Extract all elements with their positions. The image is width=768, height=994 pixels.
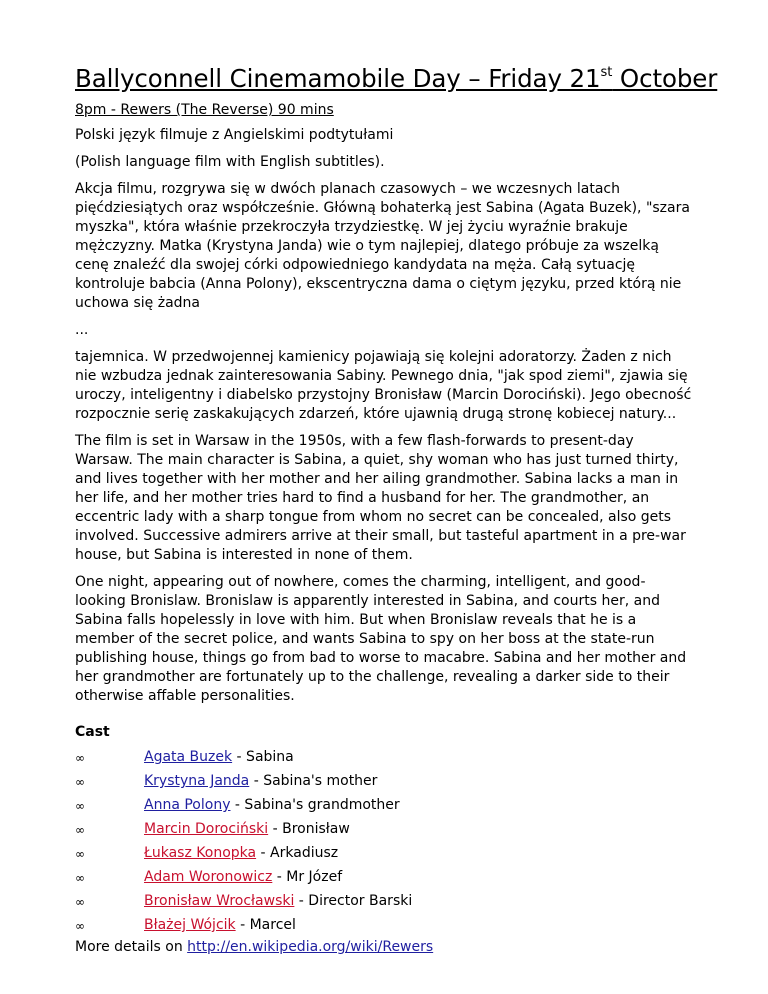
polish-subtitle-note: Polski język filmuje z Angielskimi podtytułami	[75, 127, 394, 143]
title-text: Ballyconnell Cinemamobile Day – Friday 21	[75, 64, 601, 93]
list-item	[75, 892, 695, 916]
role-text: - Director Barski	[294, 893, 413, 909]
actor-link[interactable]: Marcin Dorociński	[144, 821, 269, 837]
english-synopsis-part1: The film is set in Warsaw in the 1950s, with a few flash-forwards to present-day Warsaw. The main character is Sabina, a quiet, shy woman who has just turned thirty, and lives together with her mother and her ailing grandmother. Sabina lacks a man in her life, and her mother tries hard to find a husband for her. The grandmother, an eccentric lady with a sharp tongue from whom no secret can be concealed, also gets involved. Successive admirers arrive at their small, but tasteful apartment in a pre-war house, but Sabina is interested in none of them.	[75, 433, 686, 563]
infinity-bullet-icon: ∞	[75, 919, 85, 933]
wikipedia-link[interactable]: http://en.wikipedia.org/wiki/Rewers	[187, 939, 434, 955]
role-text: - Arkadiusz	[256, 845, 339, 861]
title-text-end: October	[612, 64, 718, 93]
more-details	[75, 938, 695, 957]
screening-info: 8pm - Rewers (The Reverse) 90 mins	[75, 102, 334, 118]
role-text: - Sabina's grandmother	[230, 797, 400, 813]
infinity-bullet-icon: ∞	[75, 799, 85, 813]
cast-heading: Cast	[75, 724, 110, 740]
role-text: - Marcel	[235, 917, 296, 933]
list-item	[75, 844, 695, 868]
actor-link[interactable]: Anna Polony	[144, 797, 231, 813]
role-text: - Sabina's mother	[249, 773, 378, 789]
infinity-bullet-icon: ∞	[75, 775, 85, 789]
title-superscript: st	[600, 65, 613, 80]
role-text: - Bronisław	[268, 821, 350, 837]
list-item	[75, 772, 695, 796]
list-item	[75, 916, 695, 940]
polish-synopsis-part2: tajemnica. W przedwojennej kamienicy pojawiają się kolejni adoratorzy. Żaden z nich nie wzbudza jednak zainteresowania Sabiny. Pewnego dnia, "jak spod ziemi", zjawia się uroczy, inteligentny i diabelsko przystojny Bronisław (Marcin Dorociński). Jego obecność rozpocznie serię zaskakujących zdarzeń, które ujawnią drugą stronę kobiecej natury...	[75, 349, 692, 422]
actor-link[interactable]: Adam Woronowicz	[144, 869, 273, 885]
infinity-bullet-icon: ∞	[75, 823, 85, 837]
polish-synopsis-part1: Akcja filmu, rozgrywa się w dwóch planach czasowych – we wczesnych latach pięćdziesiątych oraz współcześnie. Główną bohaterką jest Sabina (Agata Buzek), "szara myszka", która właśnie przekroczyła trzydziestkę. W jej życiu wyraźnie brakuje mężczyzny. Matka (Krystyna Janda) wie o tym najlepiej, dlatego próbuje za wszelką cenę znaleźć dla swojej córki odpowiedniego kandydata na męża. Całą sytuację kontroluje babcia (Anna Polony), ekscentryczna dama o ciętym języku, przed którą nie uchowa się żadna	[75, 181, 690, 311]
document-page	[75, 64, 718, 957]
cast-list	[75, 748, 695, 940]
more-details-label: More details on	[75, 939, 188, 955]
list-item	[75, 820, 695, 844]
actor-link[interactable]: Bronisław Wrocławski	[144, 893, 295, 909]
actor-link[interactable]: Łukasz Konopka	[144, 845, 257, 861]
page-title	[75, 64, 718, 93]
list-item	[75, 748, 695, 772]
ellipsis: ...	[75, 322, 89, 338]
english-subtitle-note: (Polish language film with English subtitles).	[75, 154, 385, 170]
infinity-bullet-icon: ∞	[75, 751, 85, 765]
role-text: - Mr Józef	[272, 869, 343, 885]
english-synopsis-part2: One night, appearing out of nowhere, comes the charming, intelligent, and good-looking Bronislaw. Bronislaw is apparently interested in Sabina, and courts her, and Sabina falls hopelessly in love with him. But when Bronislaw reveals that he is a member of the secret police, and wants Sabina to spy on her boss at the state-run publishing house, things go from bad to worse to macabre. Sabina and her mother and her grandmother are fortunately up to the challenge, revealing a darker side to their otherwise affable personalities.	[75, 574, 687, 704]
role-text: - Sabina	[232, 749, 294, 765]
infinity-bullet-icon: ∞	[75, 847, 85, 861]
list-item	[75, 796, 695, 820]
actor-link[interactable]: Błażej Wójcik	[144, 917, 236, 933]
infinity-bullet-icon: ∞	[75, 871, 85, 885]
list-item	[75, 868, 695, 892]
actor-link[interactable]: Agata Buzek	[144, 749, 233, 765]
infinity-bullet-icon: ∞	[75, 895, 85, 909]
actor-link[interactable]: Krystyna Janda	[144, 773, 250, 789]
